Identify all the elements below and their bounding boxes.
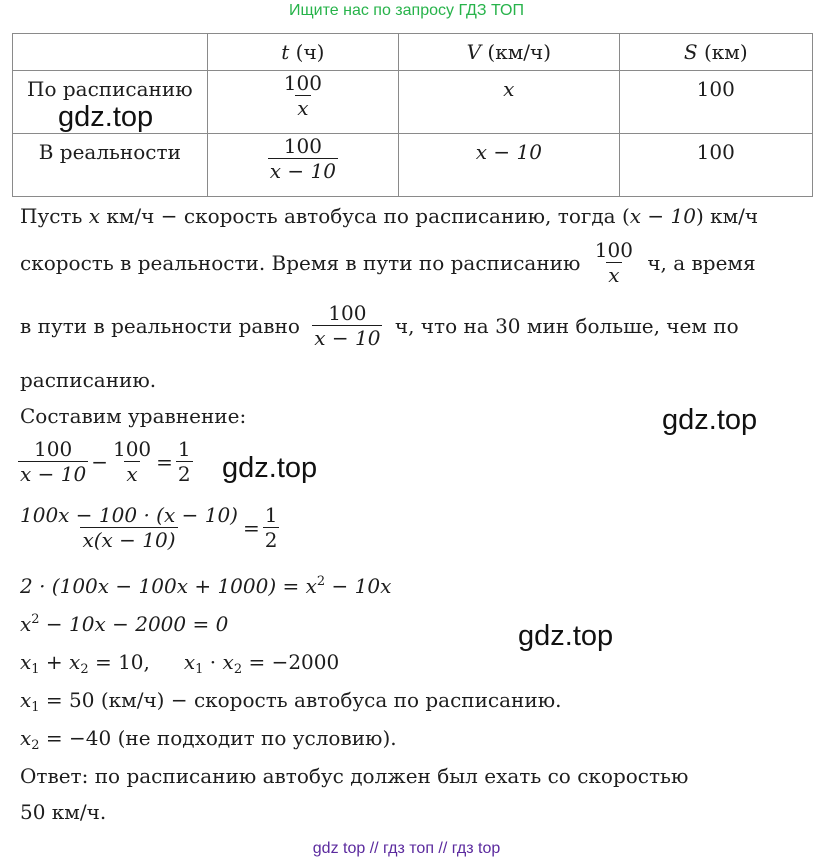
fraction: $\frac{100}{x - 10}$ — [269, 134, 336, 183]
row-distance: 100 — [619, 134, 812, 197]
text-line-2: скорость в реальности. Время в пути по расписанию $\frac{100}{x}$ ч, а время — [20, 238, 756, 287]
watermark: gdz.top — [222, 452, 318, 484]
answer-line-1: Ответ: по расписанию автобус должен был ехать со скоростью — [20, 764, 689, 788]
footer-links: gdz top // гдз топ // гдз top — [312, 840, 501, 857]
text-line-1: Пусть x км/ч − скорость автобуса по расписанию, тогда (x − 10) км/ч — [20, 204, 759, 228]
text-line-4: расписанию. — [20, 368, 157, 392]
time-unit: (ч) — [295, 40, 325, 64]
watermark: gdz.top — [518, 620, 614, 652]
equation-5: $x_1 + x_2 = 10$, $x_1 \cdot x_2 = -2000$ — [20, 650, 340, 677]
row-time — [207, 71, 398, 134]
fraction: $\frac{1}{2}$ — [264, 503, 278, 552]
equation-3: $2 \cdot (100x - 100x + 1000) = x^2 - 10x$ — [20, 574, 392, 598]
header-time — [207, 34, 398, 71]
equation-1: $\frac{100}{x - 10}$ − $\frac{100}{x}$ = $\frac{1}{2}$ — [20, 437, 191, 486]
speed-unit: (км/ч) — [487, 40, 552, 64]
answer-line-2: 50 км/ч. — [20, 800, 107, 824]
fraction: $\frac{100x - 100 \cdot (x - 10)}{x(x - 10)}$ — [20, 503, 238, 552]
header-empty-cell — [13, 34, 208, 71]
fraction: $\frac{100}{x}$ — [112, 437, 152, 486]
row-distance: 100 — [619, 71, 812, 134]
root-2: $x_2 = -40$ (не подходит по условию). — [20, 726, 397, 753]
equation-2: $\frac{100x - 100 \cdot (x - 10)}{x(x - 10)}$ = $\frac{1}{2}$ — [20, 503, 278, 552]
distance-var: S — [683, 40, 698, 64]
watermark: gdz.top — [58, 101, 154, 133]
header-speed — [399, 34, 619, 71]
row-speed: x − 10 — [399, 134, 619, 197]
fraction: $\frac{100}{x - 10}$ — [314, 301, 381, 350]
text-line-5: Составим уравнение: — [20, 404, 247, 428]
root-1: $x_1 = 50$ (км/ч) − скорость автобуса по расписанию. — [20, 688, 562, 715]
fraction: $\frac{100}{x - 10}$ — [20, 437, 87, 486]
row-label: По расписанию — [13, 71, 208, 134]
fraction: $\frac{1}{2}$ — [177, 437, 191, 486]
row-time — [207, 134, 398, 197]
distance-unit: (км) — [703, 40, 748, 64]
row-label: В реальности — [13, 134, 208, 197]
fraction: $\frac{100}{x}$ — [594, 238, 633, 287]
table-row — [13, 134, 813, 197]
speed-var: V — [466, 40, 482, 64]
row-speed: x — [399, 71, 619, 134]
time-var: t — [281, 40, 290, 64]
header-distance — [619, 34, 812, 71]
fraction: $\frac{100}{x}$ — [283, 71, 322, 120]
watermark: gdz.top — [662, 404, 758, 436]
table-header-row — [13, 34, 813, 71]
search-hint: Ищите нас по запросу ГДЗ ТОП — [289, 2, 524, 19]
equation-4: $x^2 - 10x - 2000 = 0$ — [20, 612, 229, 636]
text-line-3: в пути в реальности равно $\frac{100}{x - 10}$ ч, что на 30 мин больше, чем по — [20, 301, 739, 350]
